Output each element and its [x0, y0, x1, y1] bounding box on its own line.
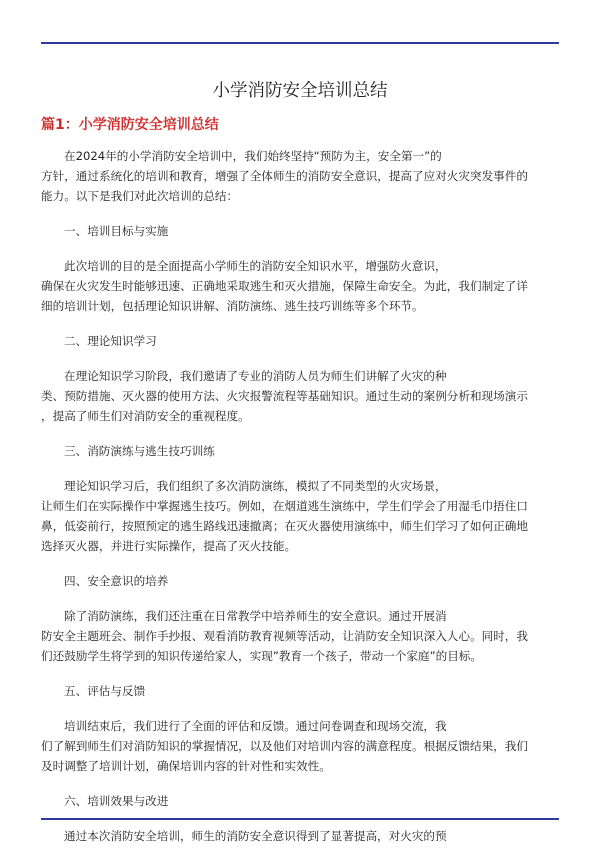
subsection-heading-results: 六、培训效果与改进 — [64, 794, 169, 808]
theory-paragraph — [41, 366, 559, 426]
paragraph-line: 们还鼓励学生将学到的知识传递给家人，实现”教育一个孩子，带动一个家庭”的目标。 — [41, 649, 482, 663]
subsection-heading-theory: 二、理论知识学习 — [64, 334, 157, 348]
goals-paragraph — [41, 256, 559, 316]
document-body — [41, 70, 559, 846]
top-divider — [41, 42, 559, 44]
drills-paragraph — [41, 476, 559, 556]
subsection-heading-drills: 三、消防演练与逃生技巧训练 — [64, 444, 215, 458]
paragraph-line: ，提高了师生们对消防安全的重视程度。 — [41, 409, 250, 423]
evaluation-paragraph — [41, 716, 559, 776]
paragraph-line: 细的培训计划，包括理论知识讲解、消防演练、逃生技巧训练等多个环节。 — [41, 299, 424, 313]
paragraph-line: 理论知识学习后，我们组织了多次消防演练，模拟了不同类型的火灾场景， — [64, 479, 447, 493]
intro-line: 方针，通过系统化的培训和教育，增强了全体师生的消防安全意识，提高了应对火灾突发事件的 — [41, 169, 528, 183]
paragraph-line: 除了消防演练，我们还注重在日常教学中培养师生的安全意识。通过开展消 — [64, 609, 447, 623]
awareness-paragraph — [41, 606, 559, 666]
subsection-heading-goals: 一、培训目标与实施 — [64, 224, 169, 238]
paragraph-line: 培训结束后，我们进行了全面的评估和反馈。通过问卷调查和现场交流，我 — [64, 719, 447, 733]
bottom-divider — [41, 818, 559, 820]
paragraph-line: 选择灭火器，并进行实际操作，提高了灭火技能。 — [41, 539, 297, 553]
paragraph-line: 及时调整了培训计划，确保培训内容的针对性和实效性。 — [41, 759, 331, 773]
document-title: 小学消防安全培训总结 — [212, 81, 388, 101]
paragraph-line: 鼻，低姿前行，按照预定的逃生路线迅速撤离；在灭火器使用演练中，师生们学习了如何正确地 — [41, 519, 528, 533]
paragraph-line: 防安全主题班会、制作手抄报、观看消防教育视频等活动，让消防安全知识深入人心。同时，我 — [41, 629, 528, 643]
paragraph-line: 此次培训的目的是全面提高小学师生的消防安全知识水平，增强防火意识， — [64, 259, 447, 273]
results-paragraph — [41, 826, 559, 846]
paragraph-line: 类、预防措施、灭火器的使用方法、火灾报警流程等基础知识。通过生动的案例分析和现场演示 — [41, 389, 528, 403]
paragraph-line: 们了解到师生们对消防知识的掌握情况，以及他们对培训内容的满意程度。根据反馈结果，我们 — [41, 739, 528, 753]
subsection-heading-evaluation: 五、评估与反馈 — [64, 684, 146, 698]
intro-paragraph — [41, 146, 559, 206]
subsection-heading-awareness: 四、安全意识的培养 — [64, 574, 169, 588]
paragraph-line: 让师生们在实际操作中掌握逃生技巧。例如，在烟道逃生演练中，学生们学会了用湿毛巾捂住口 — [41, 499, 528, 513]
intro-line: 在2024年的小学消防安全培训中，我们始终坚持“预防为主，安全第一”的 — [64, 149, 442, 163]
paragraph-line: 确保在火灾发生时能够迅速、正确地采取逃生和灭火措施，保障生命安全。为此，我们制定了详 — [41, 279, 528, 293]
section-heading: 篇1：小学消防安全培训总结 — [41, 117, 219, 133]
paragraph-line: 在理论知识学习阶段，我们邀请了专业的消防人员为师生们讲解了火灾的种 — [64, 369, 447, 383]
intro-line: 能力。以下是我们对此次培训的总结： — [41, 189, 239, 203]
paragraph-line: 通过本次消防安全培训，师生的消防安全意识得到了显著提高，对火灾的预 — [64, 829, 447, 843]
